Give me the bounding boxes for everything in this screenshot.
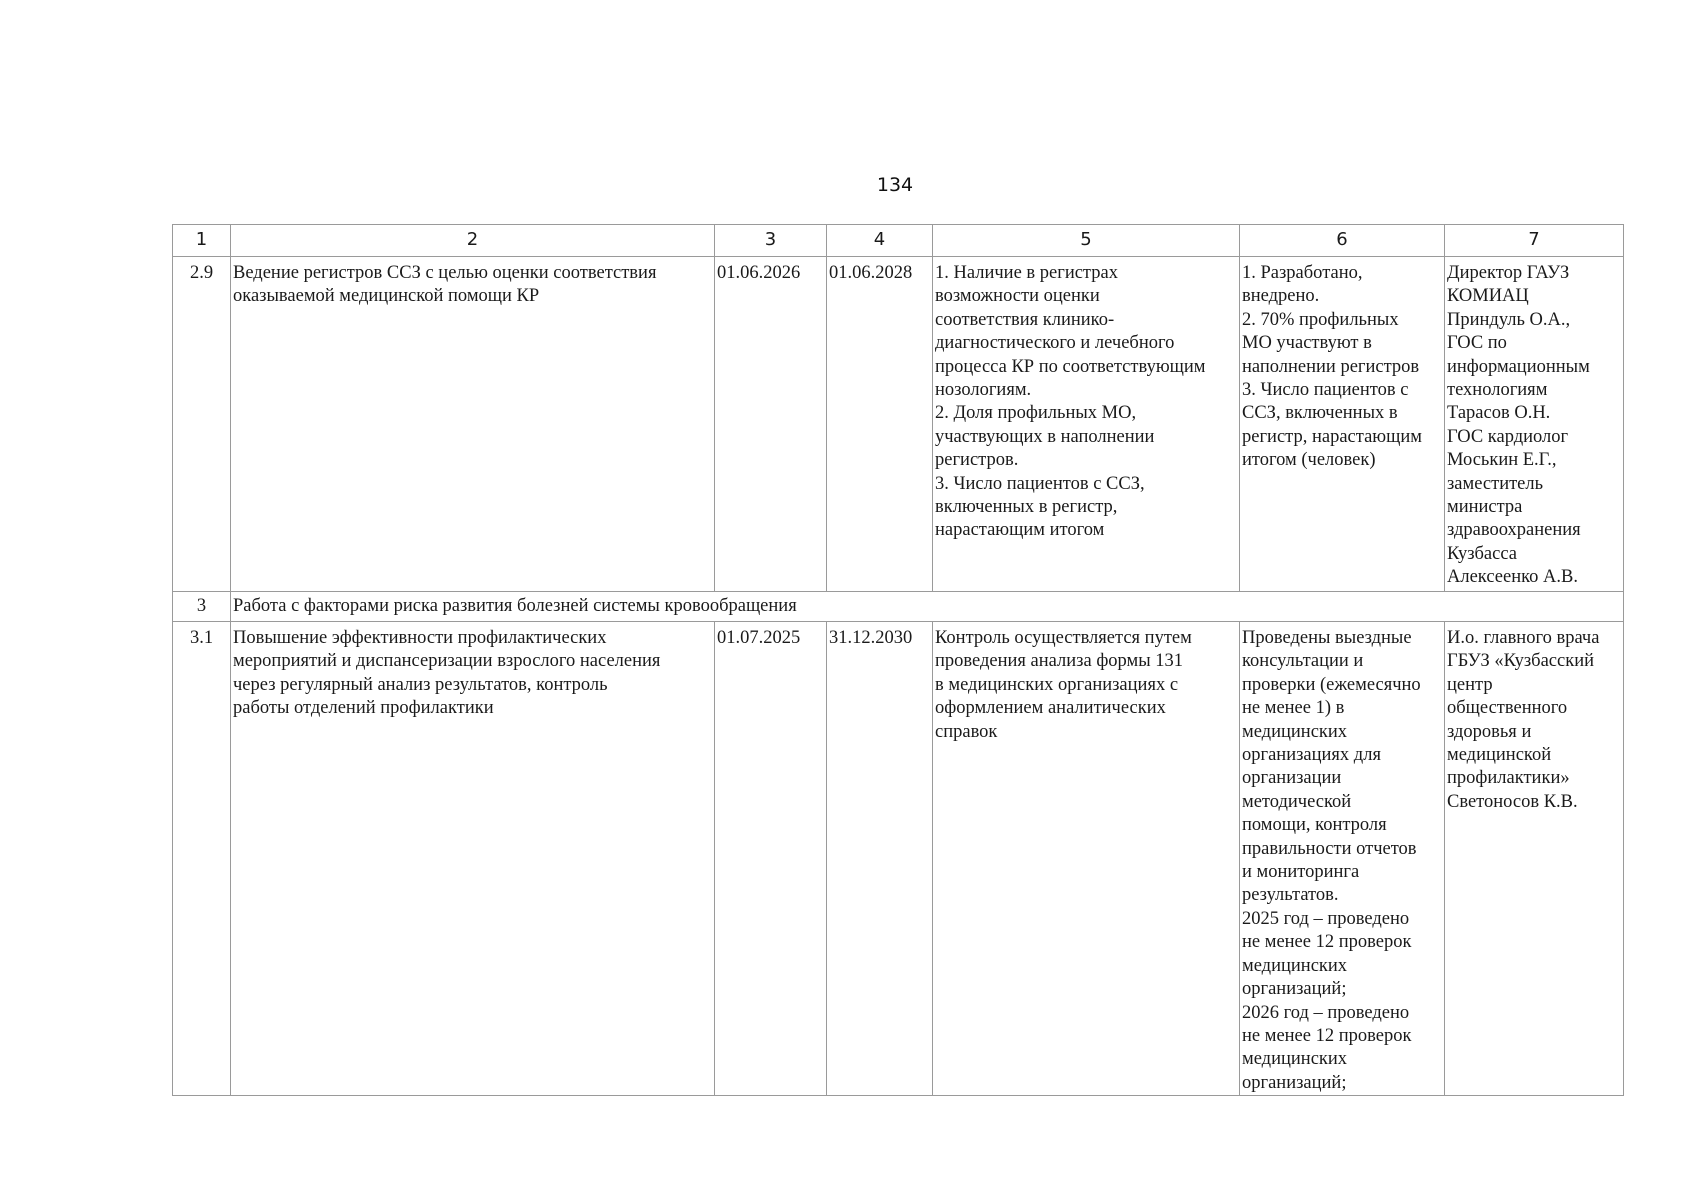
text-line: центр <box>1447 674 1493 695</box>
text-line: Кузбасса <box>1447 543 1517 564</box>
section-row <box>173 592 1624 622</box>
text-line: проведения анализа формы 131 <box>935 651 1184 672</box>
indicator-cell <box>933 622 1240 1096</box>
text-line: 3. Число пациентов с ССЗ, <box>935 473 1145 494</box>
text-line: консультации и <box>1242 651 1364 672</box>
text-line: 1. Разработано, <box>1242 263 1363 283</box>
text-line: нарастающим итогом <box>935 520 1105 541</box>
start-date-cell: 01.06.2026 <box>715 257 827 592</box>
indicator-cell <box>933 257 1240 592</box>
text-line: мероприятий и диспансеризации взрослого населения <box>233 651 661 672</box>
text-line: организации <box>1242 768 1342 789</box>
text-line: И.о. главного врача <box>1447 628 1600 648</box>
column-header-5: 5 <box>933 225 1240 257</box>
text-line: 2. 70% профильных <box>1242 309 1399 330</box>
text-line: результатов. <box>1242 885 1339 906</box>
text-line: Проведены выездные <box>1242 628 1412 648</box>
text-line: заместитель <box>1447 473 1544 494</box>
measure-name-cell <box>231 622 715 1096</box>
result-cell <box>1240 257 1445 592</box>
text-line: помощи, контроля <box>1242 815 1387 836</box>
text-line: наполнении регистров <box>1242 356 1420 377</box>
text-line: методической <box>1242 791 1352 812</box>
text-line: соответствия клинико- <box>935 309 1115 330</box>
text-line: ГОС кардиолог <box>1447 426 1569 447</box>
text-line: оформлением аналитических <box>935 698 1166 719</box>
text-line: возможности оценки <box>935 286 1100 307</box>
text-line: Повышение эффективности профилактических <box>233 628 607 648</box>
start-date-cell: 01.07.2025 <box>715 622 827 1096</box>
text-line: 3. Число пациентов с <box>1242 380 1409 401</box>
text-line: организаций; <box>1242 979 1347 1000</box>
text-line: оказываемой медицинской помощи КР <box>233 286 540 307</box>
text-line: регистр, нарастающим <box>1242 426 1422 447</box>
text-line: Контроль осуществляется путем <box>935 628 1192 648</box>
text-line: Директор ГАУЗ <box>1447 263 1570 283</box>
text-line: участвующих в наполнении <box>935 426 1155 447</box>
text-line: организациях для <box>1242 745 1381 766</box>
end-date-cell: 31.12.2030 <box>827 622 933 1096</box>
table-row <box>173 622 1624 1096</box>
text-line: Алексеенко А.В. <box>1447 567 1578 588</box>
text-line: ГБУЗ «Кузбасский <box>1447 651 1595 672</box>
text-line: через регулярный анализ результатов, контроль <box>233 674 608 695</box>
text-line: не менее 1) в <box>1242 698 1345 719</box>
column-header-3: 3 <box>715 225 827 257</box>
text-line: министра <box>1447 497 1523 518</box>
text-line: не менее 12 проверок <box>1242 1025 1412 1046</box>
text-line: внедрено. <box>1242 286 1320 307</box>
text-line: медицинских <box>1242 955 1348 976</box>
text-line: регистров. <box>935 450 1019 471</box>
text-line: 2026 год – проведено <box>1242 1002 1410 1023</box>
text-line: Ведение регистров ССЗ с целью оценки соответствия <box>233 263 657 283</box>
measure-name-cell <box>231 257 715 592</box>
column-header-6: 6 <box>1240 225 1445 257</box>
text-line: ССЗ, включенных в <box>1242 403 1398 424</box>
section-title: Работа с факторами риска развития болезней системы кровообращения <box>231 592 1624 622</box>
text-line: не менее 12 проверок <box>1242 932 1412 953</box>
text-line: здоровья и <box>1447 721 1532 742</box>
column-header-7: 7 <box>1445 225 1624 257</box>
text-line: ГОС по <box>1447 333 1507 354</box>
text-line: медицинских <box>1242 721 1348 742</box>
text-line: Приндуль О.А., <box>1447 309 1571 330</box>
text-line: справок <box>935 721 998 742</box>
text-line: общественного <box>1447 698 1568 719</box>
result-cell <box>1240 622 1445 1096</box>
text-line: медицинской <box>1447 745 1552 766</box>
text-line: проверки (ежемесячно <box>1242 674 1421 695</box>
text-line: информационным <box>1447 356 1590 377</box>
header-row <box>173 225 1624 257</box>
table-row <box>173 257 1624 592</box>
column-header-1: 1 <box>173 225 231 257</box>
column-header-2: 2 <box>231 225 715 257</box>
text-line: организаций; <box>1242 1072 1347 1093</box>
text-line: 2025 год – проведено <box>1242 908 1410 929</box>
plan-table <box>172 224 1624 1096</box>
text-line: 2. Доля профильных МО, <box>935 403 1137 424</box>
text-line: правильности отчетов <box>1242 838 1417 859</box>
text-line: КОМИАЦ <box>1447 286 1529 307</box>
text-line: работы отделений профилактики <box>233 698 494 719</box>
text-line: диагностического и лечебного <box>935 333 1175 354</box>
row-number: 2.9 <box>173 257 231 592</box>
text-line: медицинских <box>1242 1049 1348 1070</box>
section-number: 3 <box>173 592 231 622</box>
row-number: 3.1 <box>173 622 231 1096</box>
text-line: Светоносов К.В. <box>1447 791 1578 812</box>
column-header-4: 4 <box>827 225 933 257</box>
end-date-cell: 01.06.2028 <box>827 257 933 592</box>
text-line: в медицинских организациях с <box>935 674 1179 695</box>
text-line: Тарасов О.Н. <box>1447 403 1551 424</box>
responsible-cell <box>1445 257 1624 592</box>
text-line: МО участвуют в <box>1242 333 1372 354</box>
text-line: профилактики» <box>1447 768 1570 789</box>
text-line: 1. Наличие в регистрах <box>935 263 1118 283</box>
responsible-cell <box>1445 622 1624 1096</box>
text-line: нозологиям. <box>935 380 1032 401</box>
page-number: 134 <box>876 174 914 196</box>
text-line: технологиям <box>1447 380 1548 401</box>
text-line: итогом (человек) <box>1242 450 1376 471</box>
text-line: процесса КР по соответствующим <box>935 356 1206 377</box>
text-line: включенных в регистр, <box>935 497 1118 518</box>
text-line: и мониторинга <box>1242 862 1360 883</box>
text-line: здравоохранения <box>1447 520 1581 541</box>
text-line: Моськин Е.Г., <box>1447 450 1557 471</box>
